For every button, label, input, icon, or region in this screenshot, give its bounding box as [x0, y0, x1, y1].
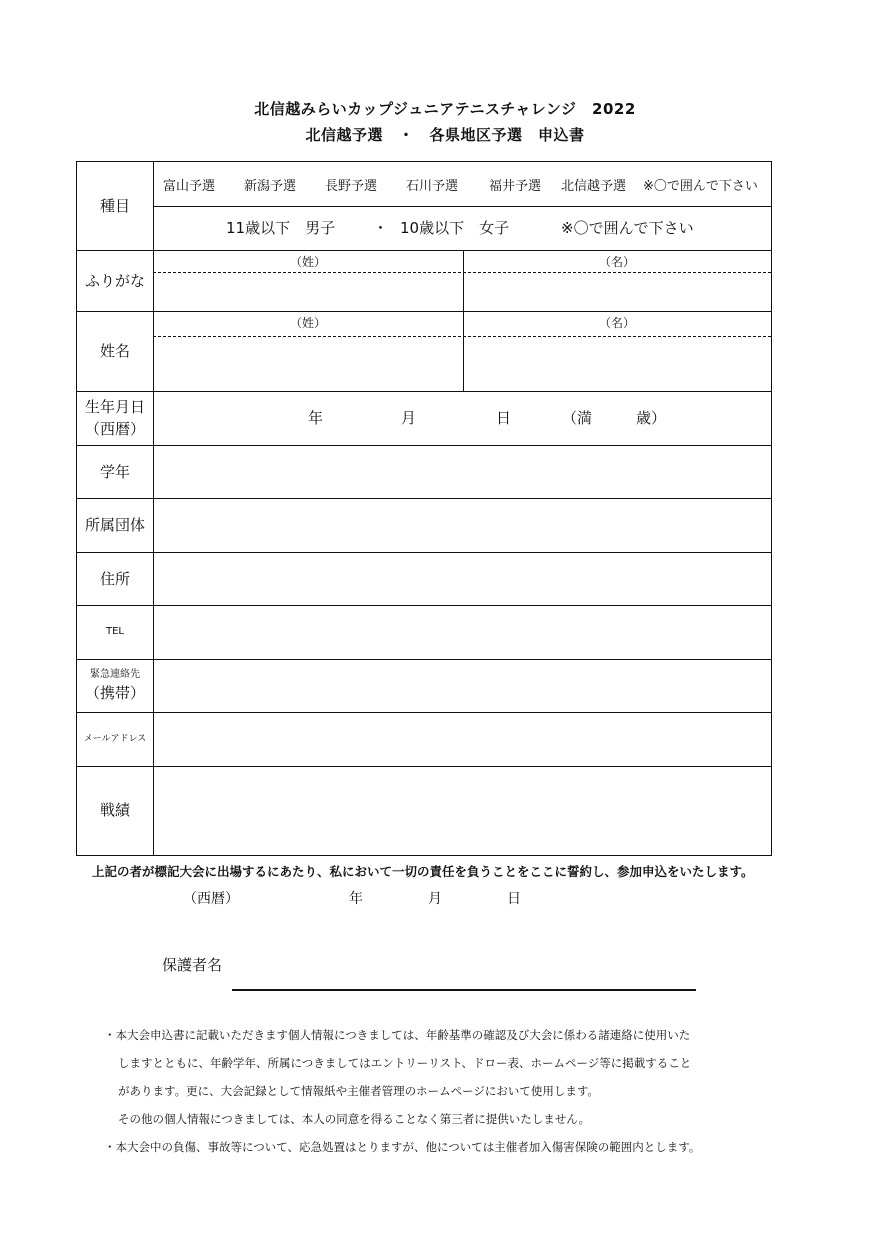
emergency-input[interactable] [157, 664, 763, 708]
category-inner-divider [153, 206, 771, 207]
furigana-sei-input[interactable] [157, 278, 457, 306]
guardian-name-label: 保護者名 [162, 956, 223, 974]
row-divider [77, 498, 771, 499]
note-line: ・本大会中の負傷、事故等について、応急処置はとりますが、他については主催者加入傷害保険の範囲内とします。 [104, 1140, 701, 1154]
pledge-month-unit: 月 [428, 891, 442, 907]
note-line: があります。更に、大会記録として情報紙や主催者管理のホームページにおいて使用します。 [118, 1084, 599, 1098]
row-divider [77, 552, 771, 553]
region-nagano[interactable]: 長野予選 [325, 179, 378, 194]
birth-year-unit: 年 [308, 409, 324, 427]
birth-label-line1: 生年月日 [84, 398, 145, 416]
emergency-label [77, 659, 153, 712]
grade-label: 学年 [99, 462, 130, 481]
furigana-mei-caption: （名） [598, 255, 635, 269]
divisions-note: ※〇で囲んで下さい [561, 219, 694, 237]
note-line: その他の個人情報につきましては、本人の同意を得ることなく第三者に提供いたしません。 [118, 1112, 590, 1126]
name-mei-caption: （名） [598, 316, 635, 330]
region-ishikawa[interactable]: 石川予選 [406, 179, 459, 194]
note-line: しますとともに、年齢学年、所属につきましてはエントリーリスト、ドロー表、ホームページ等に掲載すること [118, 1056, 692, 1070]
emergency-label-line2: （携帯） [84, 683, 145, 702]
record-label: 戦績 [99, 801, 130, 819]
row-divider [77, 605, 771, 606]
region-toyama[interactable]: 富山予選 [163, 179, 216, 194]
tel-input[interactable] [157, 610, 763, 654]
furigana-dashed-line [153, 272, 771, 273]
birth-month-unit: 月 [401, 409, 417, 427]
division-separator: ・ [373, 219, 389, 237]
division-girls-u10[interactable]: 10歳以下 女子 [400, 219, 510, 237]
category-label: 種目 [99, 197, 130, 215]
furigana-sei-caption: （姓） [289, 255, 326, 269]
region-fukui[interactable]: 福井予選 [489, 179, 542, 194]
record-input[interactable] [157, 771, 763, 849]
name-sei-input[interactable] [157, 342, 457, 386]
division-boys-u11[interactable]: 11歳以下 男子 [226, 219, 336, 237]
birth-day-unit: 日 [496, 409, 512, 427]
guardian-signature-line[interactable] [232, 989, 696, 991]
email-label: メールアドレス [83, 734, 147, 744]
address-input[interactable] [157, 557, 763, 601]
region-niigata[interactable]: 新潟予選 [244, 179, 297, 194]
row-divider [77, 766, 771, 767]
address-label: 住所 [99, 569, 130, 588]
furigana-label: ふりがな [84, 271, 145, 290]
row-divider [77, 445, 771, 446]
row-divider [77, 659, 771, 660]
pledge-day-unit: 日 [507, 891, 521, 907]
application-form-table [76, 161, 772, 856]
grade-input[interactable] [157, 450, 763, 494]
row-divider [77, 391, 771, 392]
birth-label [77, 391, 153, 445]
regions-note: ※〇で囲んで下さい [643, 179, 758, 194]
pledge-statement: 上記の者が標記大会に出場するにあたり、私において一切の責任を負うことをここに誓約し、参加申込をいたします。 [92, 864, 754, 879]
name-sei-caption: （姓） [289, 316, 326, 330]
birth-label-line2: （西暦） [84, 420, 145, 438]
tel-label: TEL [106, 626, 124, 637]
privacy-notes [104, 1021, 700, 1161]
name-mei-input[interactable] [467, 342, 767, 386]
pledge-year-unit: 年 [349, 891, 363, 907]
team-label: 所属団体 [84, 516, 145, 534]
emergency-label-line1: 緊急連絡先 [90, 668, 140, 680]
form-title-line1: 北信越みらいカップジュニアテニスチャレンジ 2022 [254, 100, 636, 118]
email-input[interactable] [157, 717, 763, 761]
name-dashed-line [153, 336, 771, 337]
pledge-era: （西暦） [183, 891, 239, 907]
furigana-mei-input[interactable] [467, 278, 767, 306]
age-close: 歳） [636, 409, 667, 427]
region-hokushinetsu[interactable]: 北信越予選 [561, 179, 627, 194]
row-divider [77, 712, 771, 713]
name-label: 姓名 [99, 342, 130, 360]
form-title-line2: 北信越予選 ・ 各県地区予選 申込書 [305, 126, 585, 144]
age-open: （満 [562, 409, 593, 427]
row-divider [77, 311, 771, 312]
team-input[interactable] [157, 503, 763, 547]
note-line: ・本大会申込書に記載いただきます個人情報につきましては、年齢基準の確認及び大会に係わる諸連絡に使用いた [104, 1028, 691, 1042]
row-divider [77, 250, 771, 251]
